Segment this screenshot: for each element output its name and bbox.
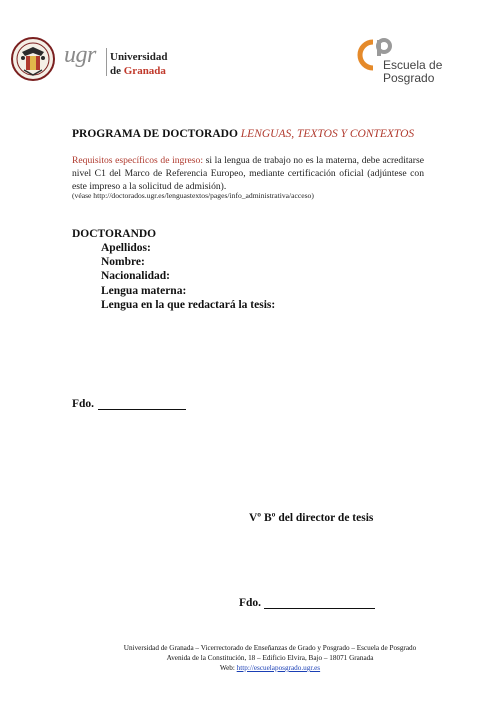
- university-name-granada: Granada: [123, 65, 166, 77]
- requirements-paragraph: [72, 154, 424, 193]
- footer-line2: Avenida de la Constitución, 18 – Edificio Elvira, Bajo – 18071 Granada: [166, 654, 374, 662]
- field-lengua-materna: Lengua materna:: [101, 285, 187, 297]
- posgrado-name-line2: Posgrado: [383, 71, 435, 85]
- logo-separator: [106, 48, 107, 76]
- requirements-note: (véase http://doctorados.ugr.es/lenguastextos/pages/info_administrativa/acceso): [72, 191, 314, 200]
- doctorando-heading: DOCTORANDO: [72, 228, 157, 240]
- footer-web: [60, 663, 480, 673]
- escuela-posgrado-logo: [355, 38, 465, 84]
- footer-web-link[interactable]: http://escuelaposgrado.ugr.es: [236, 664, 321, 672]
- field-nacionalidad: Nacionalidad:: [101, 270, 171, 282]
- director-approval-label: Vº Bº del director de tesis: [249, 512, 374, 524]
- posgrado-name-line1: Escuela de: [383, 58, 443, 72]
- footer-web-label: Web:: [219, 664, 235, 672]
- ugr-wordmark: ugr: [64, 42, 96, 68]
- university-seal-icon: [10, 36, 56, 82]
- university-name-line2: [110, 65, 166, 77]
- doctorando-signature-label: Fdo.: [72, 398, 95, 410]
- program-title-name: LENGUAS, TEXTOS Y CONTEXTOS: [240, 128, 415, 140]
- university-name-de: de: [110, 65, 121, 77]
- field-lengua-tesis: Lengua en la que redactará la tesis:: [101, 299, 276, 311]
- requirements-text: si la lengua de trabajo no es la materna, debe acreditarse nivel C1 del Marco de Referencia Europeo, mediante certificación oficial (adjúntese con este impreso a la solicitud de admisión).: [72, 155, 424, 192]
- director-signature-line: [264, 608, 375, 609]
- ugr-logo: [10, 36, 180, 82]
- program-title: [72, 128, 414, 140]
- field-nombre: Nombre:: [101, 256, 145, 268]
- university-name-line1: Universidad: [110, 51, 168, 63]
- requirements-label: Requisitos específicos de ingreso:: [72, 155, 203, 166]
- footer: [60, 643, 480, 673]
- field-apellidos: Apellidos:: [101, 242, 151, 254]
- program-title-lead: PROGRAMA DE DOCTORADO: [72, 128, 238, 140]
- footer-line1: Universidad de Granada – Vicerrectorado de Enseñanzas de Grado y Posgrado – Escuela de Posgrado: [123, 644, 417, 652]
- director-signature-label: Fdo.: [239, 597, 262, 609]
- doctorando-signature-line: [98, 409, 186, 410]
